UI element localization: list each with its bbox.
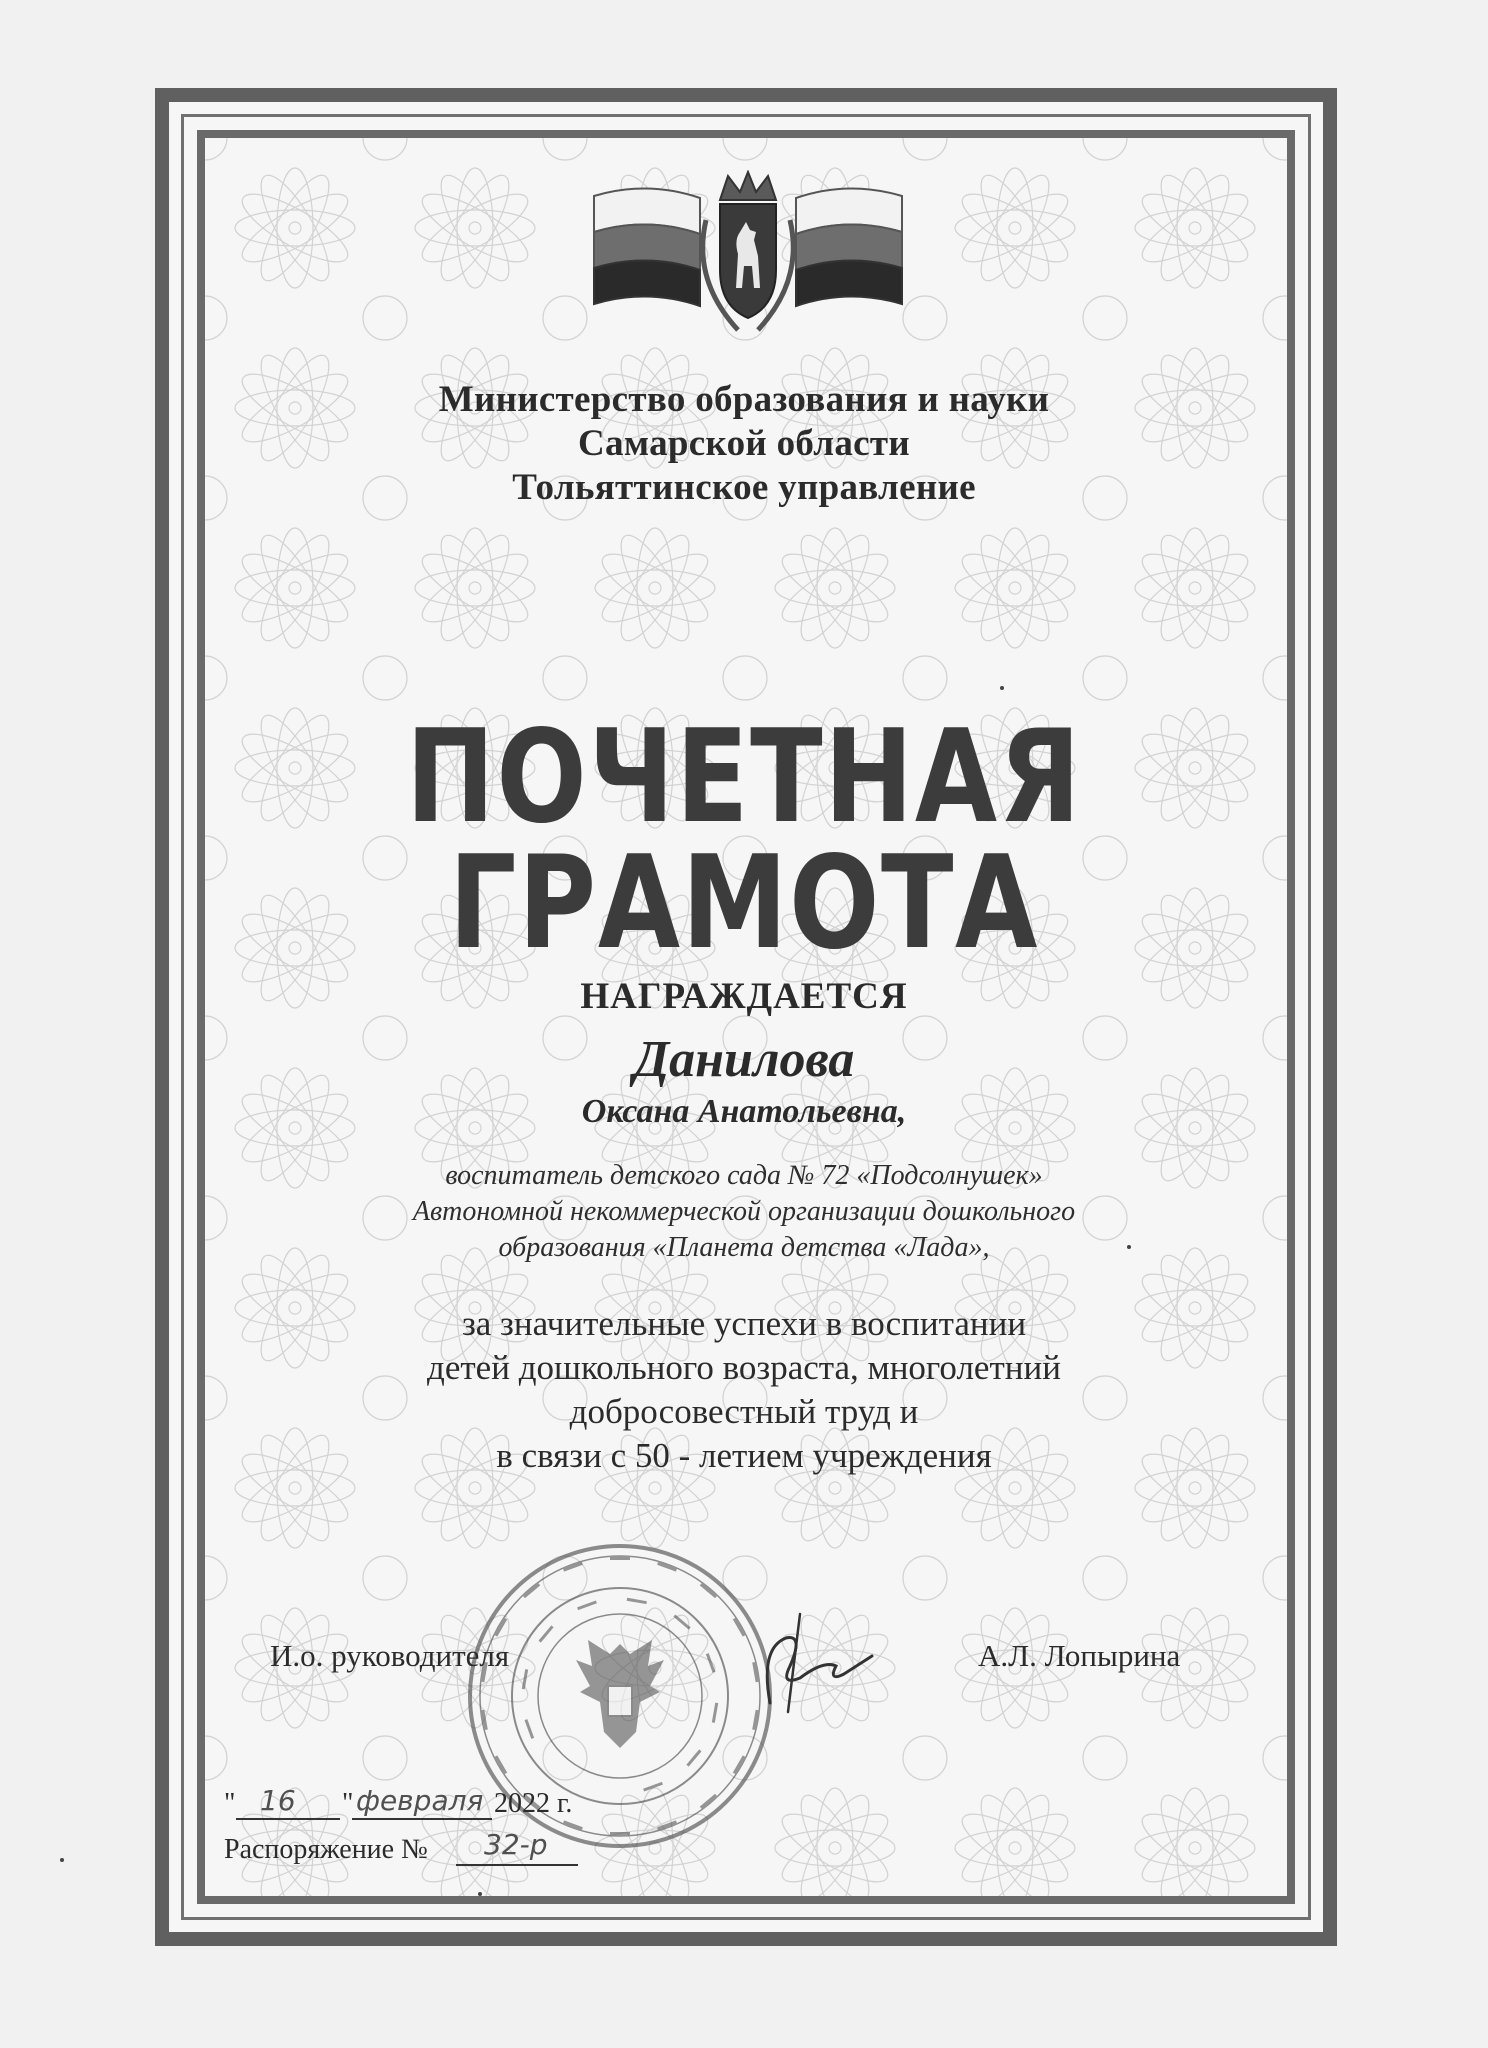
date-quote-open: " [224, 1788, 236, 1819]
reason-line: детей дошкольного возраста, многолетний [427, 1348, 1061, 1387]
issuer-header [200, 378, 1288, 510]
certificate-title-line1: ПОЧЕТНАЯ [405, 703, 1083, 852]
order-reference [224, 1828, 644, 1874]
order-number-underline [456, 1864, 578, 1866]
issue-date [224, 1784, 644, 1828]
paper-speck [1000, 686, 1004, 690]
position-line: образования «Планета детства «Лада», [498, 1232, 990, 1263]
date-month: февраля [356, 1784, 484, 1817]
recipient-position [200, 1158, 1288, 1266]
reason-line: добросовестный труд и [569, 1392, 919, 1431]
date-quote-close: " [342, 1788, 354, 1819]
signatory-name: А.Л. Лопырина [978, 1638, 1181, 1673]
samara-region-coat-of-arms-emblem [588, 170, 908, 340]
paper-speck [60, 1858, 64, 1862]
recipient-given-name: Оксана Анатольевна, [581, 1093, 907, 1130]
reason-line: в связи с 50 - летием учреждения [496, 1436, 992, 1475]
paper-speck [478, 1892, 482, 1896]
date-year: 2022 г. [494, 1788, 573, 1819]
handwritten-signature [740, 1608, 880, 1718]
order-number: 32-р [484, 1828, 548, 1861]
issuer-line-region: Самарской области [578, 423, 910, 464]
awarded-heading: НАГРАЖДАЕТСЯ [580, 976, 908, 1017]
date-day-underline [236, 1818, 340, 1820]
position-line: воспитатель детского сада № 72 «Подсолнушек» [445, 1160, 1043, 1191]
reason-line: за значительные успехи в воспитании [461, 1304, 1027, 1343]
signatory-role: И.о. руководителя [270, 1638, 510, 1673]
paper-speck [1127, 1245, 1131, 1249]
date-month-underline [352, 1818, 492, 1820]
date-day: 16 [260, 1784, 296, 1817]
order-label: Распоряжение № [224, 1834, 428, 1865]
award-reason [200, 1302, 1288, 1478]
recipient-surname: Данилова [633, 1031, 855, 1088]
certificate-title-line2: ГРАМОТА [448, 829, 1040, 978]
issuer-line-department: Тольяттинское управление [512, 467, 976, 508]
position-line: Автономной некоммерческой организации дошкольного [412, 1196, 1076, 1227]
issuer-line-ministry: Министерство образования и науки [438, 379, 1050, 420]
